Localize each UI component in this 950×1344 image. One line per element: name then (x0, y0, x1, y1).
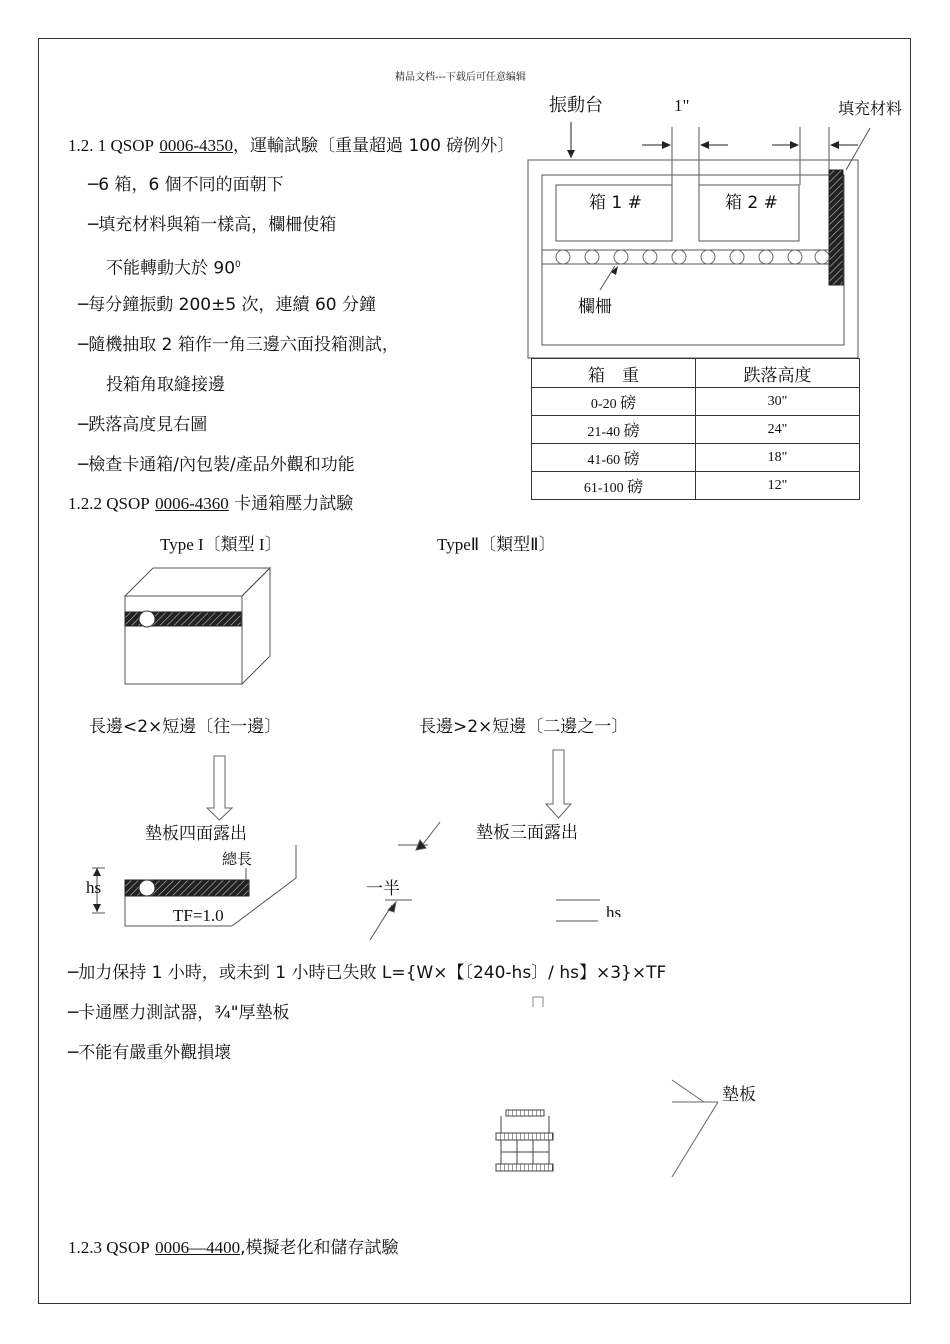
weight-cell (532, 416, 696, 444)
table-row (532, 388, 860, 416)
type2-label: TypeⅡ〔類型Ⅱ〕 (437, 535, 556, 554)
weight-value: 41-60 (587, 453, 621, 468)
list-item: ─每分鐘振動 200±5 次，連續 60 分鐘 (78, 295, 376, 315)
list-item: ─填充材料與箱一樣高，欄柵使箱 (88, 215, 337, 235)
fence-label: 欄柵 (578, 297, 612, 317)
small-marker (533, 997, 543, 1007)
box1-label: 箱 1 # (589, 193, 642, 213)
weight-value: 21-40 (587, 425, 621, 440)
weight-unit: 磅 (620, 393, 637, 412)
header-drop-height: 跌落高度 (696, 359, 860, 388)
section-1-2-3-number: 1.2.3 QSOP (68, 1238, 150, 1257)
height-cell: 30" (696, 388, 860, 416)
hs-label-right: hs (606, 903, 622, 917)
filler-label: 填充材料 (838, 99, 903, 118)
weight-cell (532, 388, 696, 416)
down-arrow-right (546, 750, 571, 818)
list-item: ─不能有嚴重外觀損壞 (68, 1043, 232, 1063)
tf-label: TF=1.0 (173, 906, 224, 925)
weight-value: 0-20 (590, 397, 617, 412)
section-1-2-1-number: 1.2. 1 QSOP (68, 136, 154, 155)
filler-bar (829, 170, 843, 285)
section-1-2-2-code: 0006-4360 (155, 494, 229, 513)
table-row (532, 444, 860, 472)
height-cell: 18" (696, 444, 860, 472)
pad-three-label: 墊板三面露出 (476, 823, 578, 843)
weight-value: 61-100 (583, 481, 624, 496)
list-item: ─加力保持 1 小時，或未到 1 小時已失敗 L={W×【〔240-hs〕/ hs】×3}×TF (68, 963, 667, 983)
header-weight: 箱 重 (532, 359, 696, 388)
fence-circles (556, 250, 829, 264)
inch-label: 1" (674, 96, 690, 115)
half-label: 一半 (366, 879, 400, 899)
weight-unit: 磅 (623, 421, 640, 440)
drop-height-table (531, 358, 860, 500)
table-row (532, 472, 860, 500)
weight-unit: 磅 (623, 449, 640, 468)
section-1-2-2-title: 卡通箱壓力試驗 (234, 494, 354, 514)
section-1-2-2-heading (68, 494, 353, 514)
list-item-text: 不能轉動大於 90 (106, 258, 236, 279)
table-row (532, 416, 860, 444)
vibration-diagram (528, 122, 870, 358)
vibration-table-label: 振動台 (549, 95, 603, 116)
pad-label: 墊板 (722, 1085, 756, 1105)
list-item: ─檢查卡通箱/內包裝/產品外觀和功能 (78, 455, 355, 475)
table-header-row (532, 359, 860, 388)
list-item (106, 255, 241, 279)
height-cell: 24" (696, 416, 860, 444)
section-1-2-3-heading (68, 1238, 399, 1258)
section-1-2-3-title: ,模擬老化和儲存試驗 (240, 1238, 399, 1258)
long-lt-label: 長邊<2×短邊〔往一邊〕 (89, 717, 282, 737)
hs-label: hs (86, 878, 102, 897)
long-gt-label: 長邊>2×短邊〔二邊之一〕 (419, 717, 629, 737)
pad-leaders (672, 1080, 718, 1177)
list-item: 投箱角取縫接邊 (106, 375, 225, 395)
pad-four-label: 墊板四面露出 (145, 824, 247, 844)
type1-cube (125, 568, 270, 684)
degree-sup: 0 (235, 260, 241, 270)
section-1-2-2-number: 1.2.2 QSOP (68, 494, 150, 513)
list-item: ─卡通壓力測試器，¾"厚墊板 (68, 1003, 290, 1023)
weight-cell (532, 444, 696, 472)
down-arrow-left (207, 756, 232, 820)
type1-label: Type I〔類型 I〕 (160, 535, 282, 554)
section-1-2-1-title: ，運輸試驗〔重量超過 100 磅例外〕 (233, 136, 515, 156)
vibration-outer-frame (528, 160, 858, 358)
total-length-label: 總長 (222, 850, 253, 868)
header-watermark: 精品文档---下载后可任意编辑 (395, 72, 526, 83)
height-cell: 12" (696, 472, 860, 500)
list-item: ─跌落高度見右圖 (78, 415, 208, 435)
list-item: ─6 箱，6 個不同的面朝下 (88, 175, 284, 195)
list-item: ─隨機抽取 2 箱作一角三邊六面投箱測試， (78, 335, 399, 355)
section-1-2-1-heading (68, 136, 514, 156)
weight-cell (532, 472, 696, 500)
box2-label: 箱 2 # (725, 193, 778, 213)
section-1-2-3-code: 0006—4400 (155, 1238, 241, 1257)
weight-unit: 磅 (627, 477, 644, 496)
compression-tester (496, 1110, 553, 1171)
section-1-2-1-code: 0006-4350 (159, 136, 234, 155)
fence-leader (600, 266, 615, 290)
